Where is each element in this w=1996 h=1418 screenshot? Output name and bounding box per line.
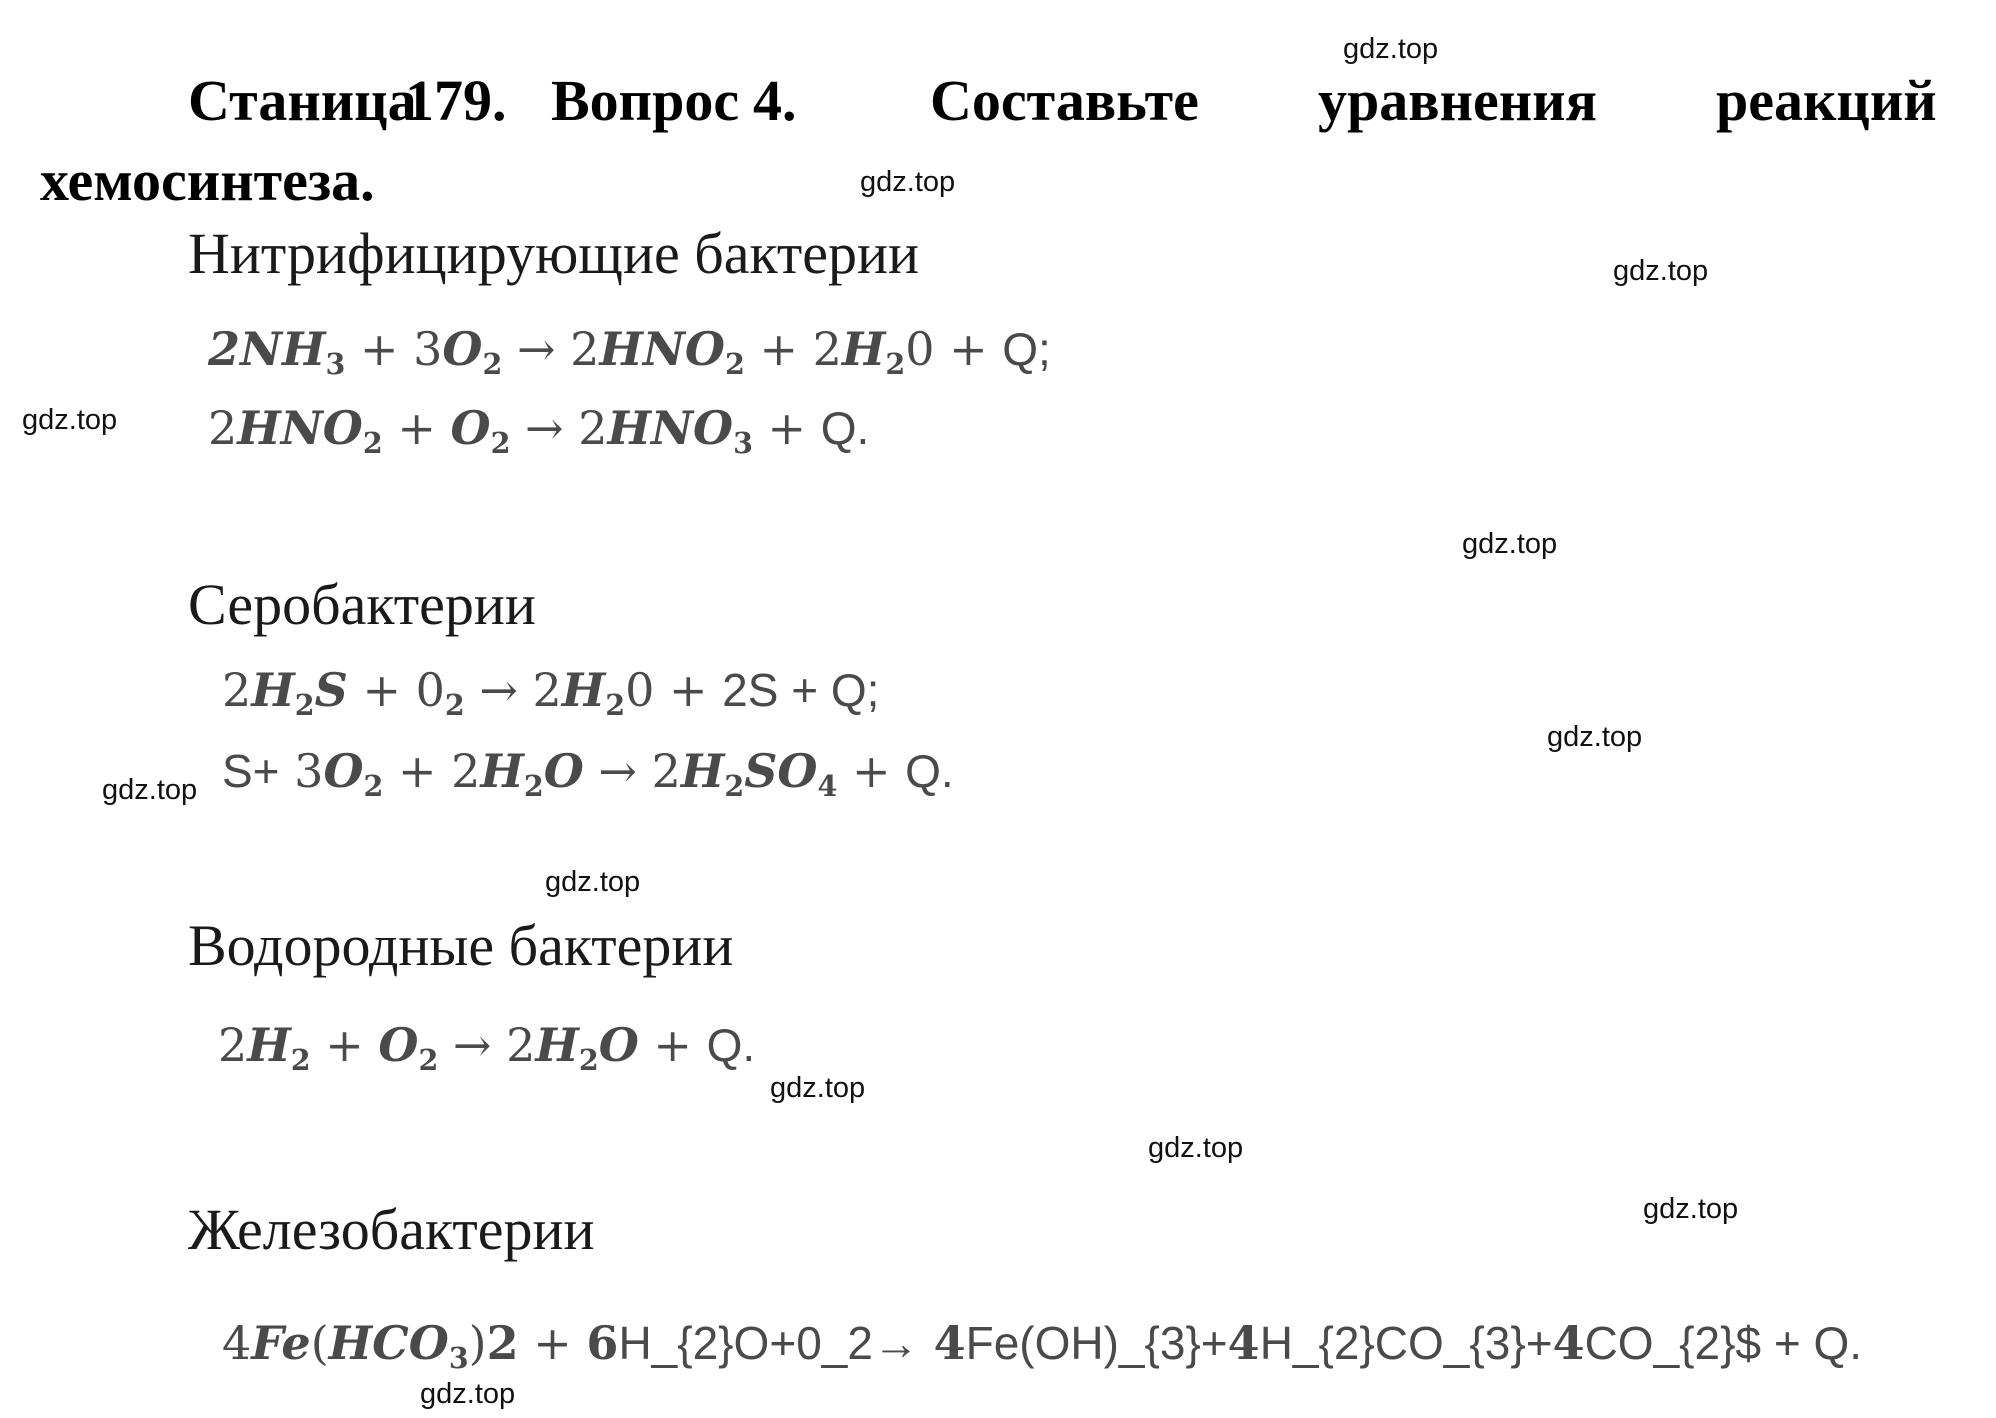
watermark-text: gdz.top	[1148, 1132, 1244, 1164]
watermark-text: gdz.top	[102, 774, 198, 806]
watermark-text: gdz.top	[1547, 721, 1643, 753]
equation: $4Fe(HCO_3)2$ + 6H_{2}O+0_2→ 4Fe(OH)_{3}+4H_{2}CO_{3}+4CO_{2}$ + Q.	[222, 1316, 1863, 1376]
equation: $2NH_3 + 3O_2 \to 2HNO_2 + 2H_20 + Q$;	[208, 322, 1051, 382]
heading-word: Вопрос	[551, 68, 740, 133]
watermark-text: gdz.top	[770, 1072, 866, 1104]
watermark-text: gdz.top	[860, 166, 956, 198]
heading-word: хемосинтеза.	[40, 148, 375, 213]
section-title-hydrogen: Водородные бактерии	[188, 913, 734, 978]
section-title-iron: Железобактерии	[188, 1197, 595, 1262]
equation: $S+ 3O_2 + 2H_2O \to 2H_2SO_4 + Q$.	[222, 744, 954, 804]
watermark-text: gdz.top	[1643, 1193, 1739, 1225]
watermark-text: gdz.top	[1613, 255, 1709, 287]
watermark-text: gdz.top	[22, 404, 118, 436]
heading-word: 4.	[753, 68, 797, 133]
heading-word: уравнения	[1318, 68, 1597, 133]
section-title-sulfur: Серобактерии	[188, 572, 536, 637]
heading-word: реакций	[1716, 68, 1937, 133]
heading-word: Станица	[188, 68, 417, 133]
watermark-text: gdz.top	[420, 1378, 516, 1410]
watermark-text: gdz.top	[545, 866, 641, 898]
section-title-nitrifying: Нитрифицирующие бактерии	[188, 221, 920, 286]
heading-word: Составьте	[930, 68, 1199, 133]
heading-word: 179.	[405, 68, 507, 133]
watermark-text: gdz.top	[1462, 528, 1558, 560]
equation: $2H_2 + O_2 \to 2H_2O + Q$.	[218, 1018, 756, 1078]
watermark-text: gdz.top	[1343, 33, 1439, 65]
equation: $2H_2S + 0_2 \to 2H_20 + 2S + Q$;	[222, 663, 880, 723]
equation: $2HNO_2 + O_2 \to 2HNO_3 + Q$.	[208, 401, 870, 461]
